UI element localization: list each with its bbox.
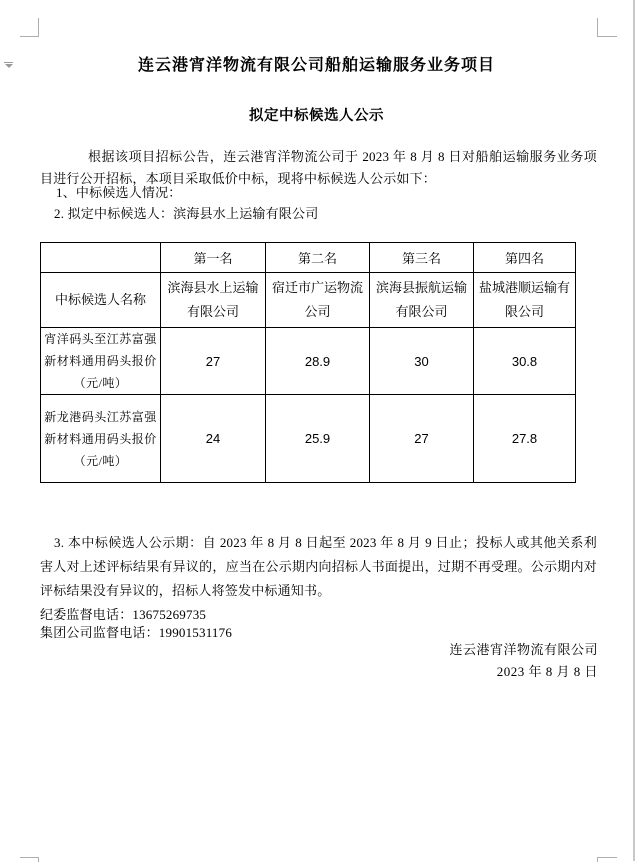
price-xinlonggang-rank-1: 24 xyxy=(161,395,266,483)
discipline-committee-phone: 纪委监督电话：13675269735 xyxy=(40,607,207,622)
price-xiaoyang-rank-1: 27 xyxy=(161,328,266,395)
margin-corner-mark-bottom-right xyxy=(597,857,617,862)
price-xiaoyang-rank-4: 30.8 xyxy=(474,328,576,395)
table-row-price-xiaoyang-wharf xyxy=(41,328,576,395)
list-item-candidate-situation: 1、中标候选人情况： xyxy=(56,185,182,200)
header-rank-2: 第二名 xyxy=(266,243,370,273)
signature-date: 2023 年 8 月 8 日 xyxy=(496,664,598,679)
table-row-price-xinlonggang-wharf xyxy=(41,395,576,483)
price-xiaoyang-rank-2: 28.9 xyxy=(266,328,370,395)
candidate-name-3: 滨海县振航运输有限公司 xyxy=(370,273,474,328)
margin-corner-mark-top-left xyxy=(20,18,39,37)
bid-candidates-table xyxy=(40,242,576,483)
price-xinlonggang-rank-3: 27 xyxy=(370,395,474,483)
price-xinlonggang-rank-2: 25.9 xyxy=(266,395,370,483)
page-right-edge xyxy=(633,0,635,861)
publicity-period-paragraph: 3. 本中标候选人公示期：自 2023 年 8 月 8 日起至 2023 年 8 月 9 日止；投标人或其他关系利害人对上述评标结果有异议的，应当在公示期内向招标人书面提出，过期不再受理。公示期内对评标结果没有异议的，招标人将签发中标通知书。 xyxy=(40,535,597,598)
group-company-phone: 集团公司监督电话：19901531176 xyxy=(40,625,233,640)
table-row-candidate-names xyxy=(41,273,576,328)
row-label-candidate-names: 中标候选人名称 xyxy=(41,273,161,328)
signature-company: 连云港宵洋物流有限公司 xyxy=(449,642,598,657)
document-subtitle: 拟定中标候选人公示 xyxy=(249,108,384,124)
table-header-row xyxy=(41,243,576,273)
header-rank-4: 第四名 xyxy=(474,243,576,273)
header-rank-3: 第三名 xyxy=(370,243,474,273)
candidate-name-4: 盐城港顺运输有限公司 xyxy=(474,273,576,328)
row-label-price-xiaoyang-wharf: 宵洋码头至江苏富强新材料通用码头报价（元/吨） xyxy=(41,328,161,395)
candidate-name-1: 滨海县水上运输有限公司 xyxy=(161,273,266,328)
price-xinlonggang-rank-4: 27.8 xyxy=(474,395,576,483)
margin-corner-mark-top-right xyxy=(597,18,617,37)
intro-paragraph: 根据该项目招标公告，连云港宵洋物流公司于 2023 年 8 月 8 日对船舶运输服务业务项目进行公开招标，本项目采取低价中标，现将中标候选人公示如下： xyxy=(40,149,597,186)
list-item-proposed-winner: 2. 拟定中标候选人：滨海县水上运输有限公司 xyxy=(54,206,319,221)
document-title: 连云港宵洋物流有限公司船舶运输服务业务项目 xyxy=(137,57,495,74)
margin-corner-mark-bottom-left xyxy=(20,857,39,862)
candidate-name-2: 宿迁市广运物流公司 xyxy=(266,273,370,328)
price-xiaoyang-rank-3: 30 xyxy=(370,328,474,395)
header-empty-cell xyxy=(41,243,161,273)
header-rank-1: 第一名 xyxy=(161,243,266,273)
row-label-price-xinlonggang-wharf: 新龙港码头江苏富强新材料通用码头报价（元/吨） xyxy=(41,395,161,483)
